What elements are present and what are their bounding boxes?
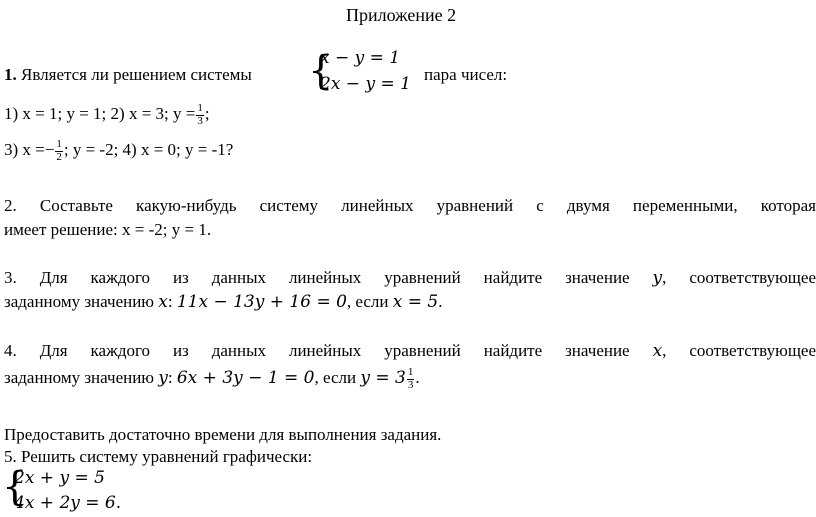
task2-line1: 2. Составьте какую-нибудь систему линейных уравнений с двумя переменными, которая <box>4 196 816 215</box>
task3-line1: 3. Для каждого из данных линейных уравнений найдите значение y, соответствующее <box>4 268 816 288</box>
task5-text: 5. Решить систему уравнений графически: <box>4 447 313 466</box>
task4-line2: заданному значению y: 6x + 3y − 1 = 0, если y = 3 $\frac{1}{3}$ . <box>4 366 420 391</box>
task2-line2: имеет решение: x = -2; y = 1. <box>4 220 212 239</box>
task4-line1: 4. Для каждого из данных линейных уравнений найдите значение x, соответствующее <box>4 341 816 361</box>
task1-line2-text-a: 3) x =− <box>4 140 55 159</box>
task4-condition: y = 3 <box>360 368 406 388</box>
task5-brace: { <box>2 464 28 510</box>
page-title: Приложение 2 <box>346 5 457 25</box>
task5-equation-1: 2x + y = 5 <box>14 468 105 488</box>
fraction-one-half: $\frac{1}{2}$ <box>56 138 62 163</box>
note-text: Предоставить достаточно времени для выполнения задания. <box>4 425 442 444</box>
task1-line1-end: ; <box>204 104 210 123</box>
task4-equation: 6x + 3y − 1 = 0 <box>176 368 315 388</box>
task1-number: 1. <box>4 65 17 84</box>
task5-equation-2: 4x + 2y = 6. <box>14 493 122 513</box>
task1-options-line2 <box>4 136 233 164</box>
task4-var-x: x <box>652 341 663 361</box>
task1-line1-text: 1) x = 1; y = 1; 2) x = 3; y = <box>4 104 196 123</box>
task1-equation-2: 2x − y = 1 <box>320 74 411 94</box>
fraction-one-third: $\frac{1}{3}$ <box>407 366 414 391</box>
task1-text-b: пара чисел: <box>424 65 508 84</box>
task1-line2-text-b: ; y = -2; 4) x = 0; y = -1? <box>63 140 234 159</box>
task3-condition: x = 5 <box>392 292 439 312</box>
task3-line2: заданному значению x: 11x − 13y + 16 = 0, если x = 5. <box>4 292 443 312</box>
task1-intro <box>4 66 252 83</box>
task4-var-y: y <box>158 368 168 388</box>
task1-options-line1 <box>4 100 210 128</box>
task1-equation-1: x − y = 1 <box>320 48 401 68</box>
task3-var-y: y <box>652 268 663 288</box>
task1-brace: { <box>308 48 334 94</box>
fraction-one-third: $\frac{1}{3}$ <box>197 102 203 127</box>
task3-var-x: x <box>158 292 168 312</box>
task1-text-a: Является ли решением системы <box>21 65 252 84</box>
task3-equation: 11x − 13y + 16 = 0 <box>176 292 347 312</box>
